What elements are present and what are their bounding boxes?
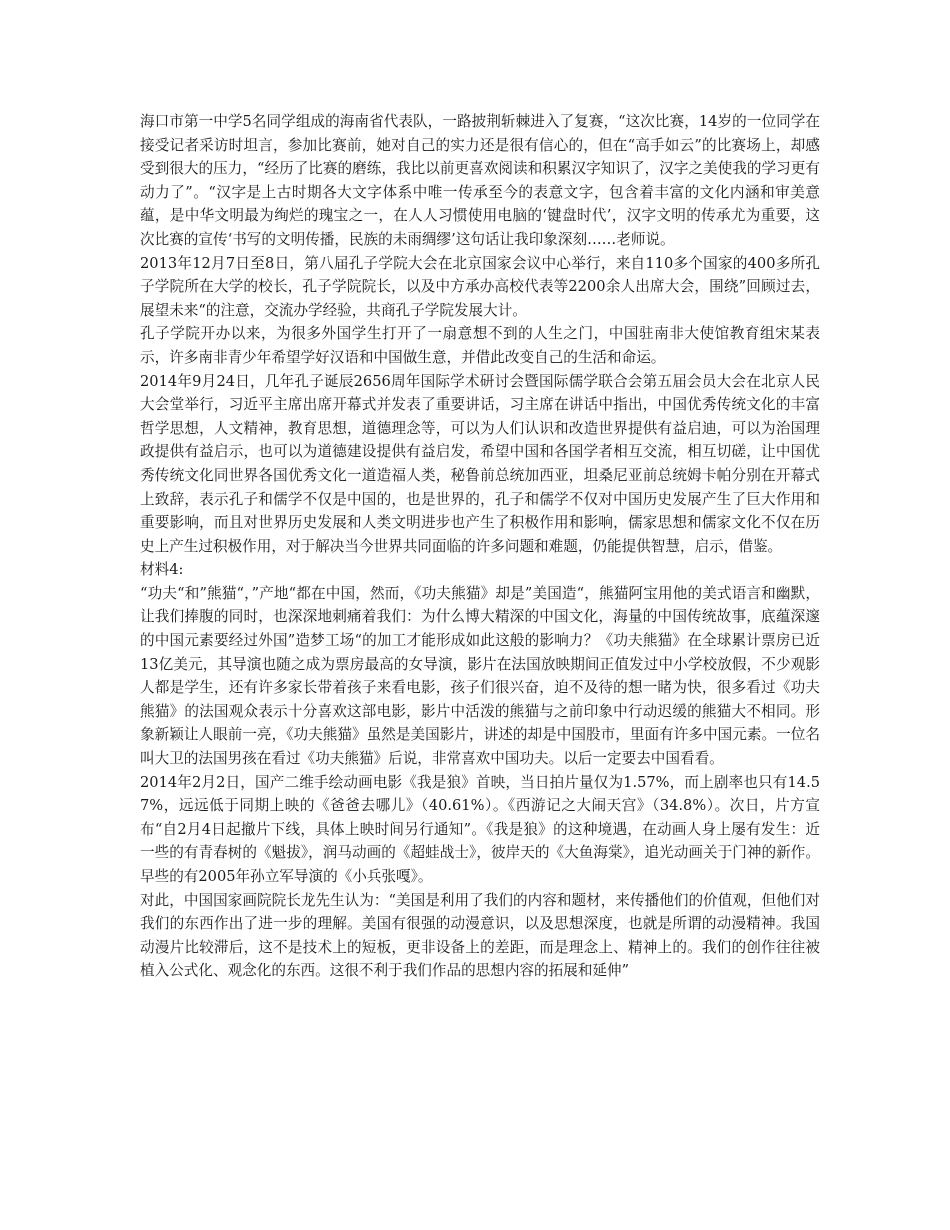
paragraph-6: 2014年2月2日，国产二维手绘动画电影《我是狼》首映，当日拍片量仅为1.57%，而上剧率也只有14.57%，远远低于同期上映的《爸爸去哪儿》（40.61%）。《西游记之大闹天宫》（34.8%）。次日，片方宣布“自2月4日起撤片下线，具体上映时间另行通知”。《我是狼》的这种境遇，在动画人身上屡有发生：近一些的有青春树的《魁拔》，润马动画的《超蛙战士》，彼岸天的《大鱼海棠》，追光动画关于门神的新作。早些的有2005年孙立军导演的《小兵张嘎》。 xyxy=(140,773,820,885)
document-page xyxy=(140,110,820,983)
paragraph-2: 2013年12月7日至8日，第八届孔子学院大会在北京国家会议中心举行，来自110多个国家的400多所孔子学院所在大学的校长，孔子学院院长，以及中方承办高校代表等2200余人出席大会，围绕”回顾过去，展望未来“的注意，交流办学经验，共商孔子学院发展大计。 xyxy=(140,254,820,319)
paragraph-1: 海口市第一中学5名同学组成的海南省代表队，一路披荆斩棘进入了复赛，“这次比赛，14岁的一位同学在接受记者采访时坦言，参加比赛前，她对自己的实力还是很有信心的，但在“高手如云”的比赛场上，却感受到很大的压力，“经历了比赛的磨练，我比以前更喜欢阅读和积累汉字知识了，汉字之美使我的学习更有动力了”。“汉字是上古时期各大文字体系中唯一传承至今的表意文字，包含着丰富的文化内涵和审美意蕴，是中华文明最为绚烂的瑰宝之一，在人人习惯使用电脑的‘键盘时代’，汉字文明的传承尤为重要，这次比赛的宣传‘书写的文明传播，民族的未雨绸缪’这句话让我印象深刻……老师说。 xyxy=(140,113,820,248)
paragraph-5: “功夫“和”熊猫“，”产地“都在中国，然而，《功夫熊猫》却是”美国造“，熊猫阿宝用他的美式语言和幽默，让我们捧腹的同时，也深深地刺痛着我们：为什么博大精深的中国文化，海量的中国传统故事，底蕴深邃的中国元素要经过外国”造梦工场“的加工才能形成如此这般的影响力？《功夫熊猫》在全球累计票房已近13亿美元，其导演也随之成为票房最高的女导演，影片在法国放映期间正值发过中小学校放假，不少观影人都是学生，还有许多家长带着孩子来看电影，孩子们很兴奋，迫不及待的想一睹为快，很多看过《功夫熊猫》的法国观众表示十分喜欢这部电影，影片中活泼的熊猫与之前印象中行动迟缓的熊猫大不相同。形象新颖让人眼前一亮，《功夫熊猫》虽然是美国影片，讲述的却是中国股市，里面有许多中国元素。一位名叫大卫的法国男孩在看过《功夫熊猫》后说，非常喜欢中国功夫。以后一定要去中国看看。 xyxy=(140,584,820,768)
paragraph-4: 2014年9月24日，几年孔子诞辰2656周年国际学术研讨会暨国际儒学联合会第五届会员大会在北京人民大会堂举行，习近平主席出席开幕式并发表了重要讲话，习主席在讲话中指出，中国优秀传统文化的丰富哲学思想，人文精神，教育思想，道德理念等，可以为人们认识和改造世界提供有益启迪，可以为治国理政提供有益启示，也可以为道德建设提供有益启发，希望中国和各国学者相互交流，相互切磋，让中国优秀传统文化同世界各国优秀文化一道造福人类，秘鲁前总统加西亚，坦桑尼亚前总统姆卡帕分别在开幕式上致辞，表示孔子和儒学不仅是中国的，也是世界的，孔子和儒学不仅对中国历史发展产生了巨大作用和重要影响，而且对世界历史发展和人类文明进步也产生了积极作用和影响，儒家思想和儒家文化不仅在历史上产生过积极作用，对于解决当今世界共同面临的许多问题和难题，仍能提供智慧，启示，借鉴。 xyxy=(140,372,820,555)
paragraph-7: 对此，中国国家画院院长龙先生认为：“美国是利用了我们的内容和题材，来传播他们的价值观，但他们对我们的东西作出了进一步的理解。美国有很强的动漫意识，以及思想深度，也就是所谓的动漫精神。我国动漫片比较滞后，这不是技术上的短板，更非设备上的差距，而是理念上、精神上的。我们的创作往往被植入公式化、观念化的东西。这很不利于我们作品的思想内容的拓展和延伸” xyxy=(140,891,820,980)
section-heading-material-4: 材料4: xyxy=(140,561,184,579)
paragraph-3: 孔子学院开办以来，为很多外国学生打开了一扇意想不到的人生之门，中国驻南非大使馆教育组宋某表示，许多南非青少年希望学好汉语和中国做生意，并借此改变自己的生活和命运。 xyxy=(140,325,820,366)
